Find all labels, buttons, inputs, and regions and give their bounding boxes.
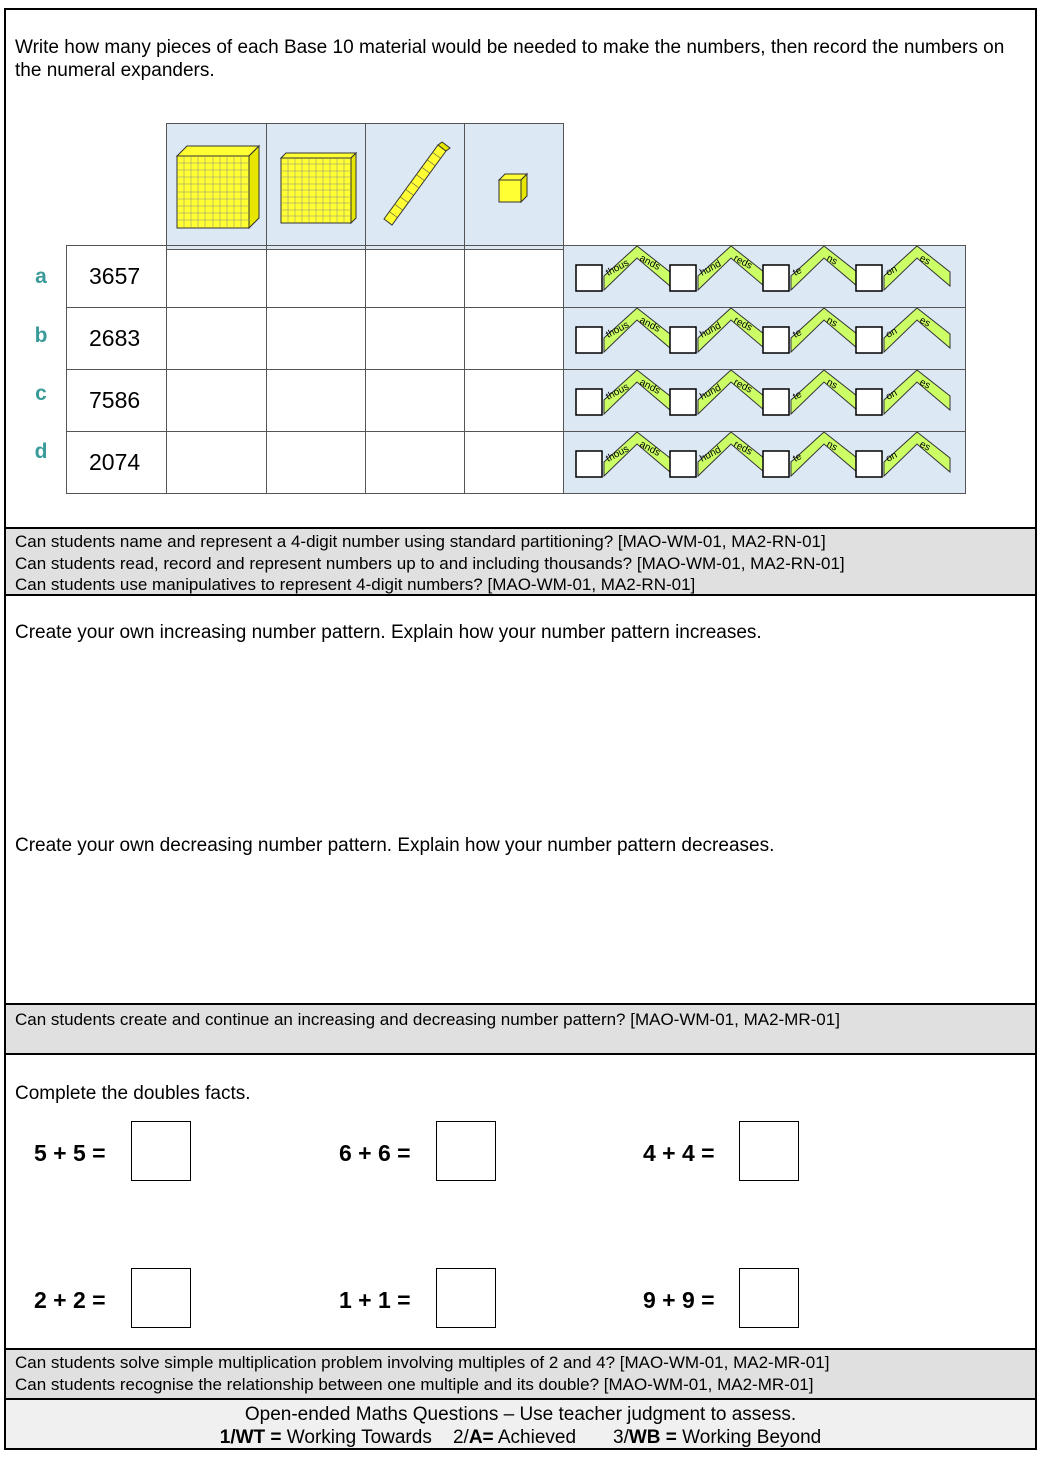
doubles-fact-label: 5 + 5 = xyxy=(34,1140,106,1166)
expander-label: ands xyxy=(637,252,662,273)
doubles-answer-box[interactable] xyxy=(739,1121,799,1181)
expander-digit-box[interactable] xyxy=(763,451,789,477)
section2-criteria: Can students create and continue an increasing and decreasing number pattern? [MAO-WM-01, MA2-MR-01] xyxy=(6,1003,1035,1055)
ones-answer-cell[interactable] xyxy=(465,370,564,432)
expander-label: reds xyxy=(731,376,754,396)
expander-digit-box[interactable] xyxy=(763,265,789,291)
expander-label: te xyxy=(791,327,804,341)
thousands-answer-cell[interactable] xyxy=(167,370,267,432)
expander-label: hund xyxy=(698,444,724,465)
doubles-answer-box[interactable] xyxy=(739,1268,799,1328)
tens-answer-cell[interactable] xyxy=(366,432,465,494)
expander-label: te xyxy=(791,389,804,403)
expander-label: reds xyxy=(731,314,754,334)
doubles-fact-label: 1 + 1 = xyxy=(339,1287,411,1313)
expander-digit-box[interactable] xyxy=(670,327,696,353)
hundred-flat-header xyxy=(267,124,366,250)
expander-digit-box[interactable] xyxy=(576,265,602,291)
row-letter-a: a xyxy=(35,265,47,288)
thousands-answer-cell[interactable] xyxy=(167,308,267,370)
thousand-cube-header xyxy=(167,124,267,250)
number-cell: 2683 xyxy=(67,308,167,370)
section1-criteria xyxy=(6,527,1035,596)
wt-text: Working Towards xyxy=(281,1427,432,1448)
decreasing-pattern-answer-area[interactable] xyxy=(6,860,1035,1000)
expander-label: thous xyxy=(604,443,632,465)
expander-label: thous xyxy=(604,381,632,403)
section3-criteria xyxy=(6,1348,1035,1400)
worksheet xyxy=(4,8,1037,1450)
numeral-expander-cell xyxy=(564,370,966,432)
expander-fold xyxy=(791,246,857,290)
numeral-expander xyxy=(564,432,964,488)
doubles-answer-box[interactable] xyxy=(436,1268,496,1328)
a-code: A= xyxy=(468,1427,494,1448)
expander-label: es xyxy=(917,376,933,392)
wb-pre: 3/ xyxy=(613,1427,629,1448)
expander-digit-box[interactable] xyxy=(763,389,789,415)
expander-label: reds xyxy=(731,438,754,458)
criteria-line: Can students use manipulatives to represent 4-digit numbers? [MAO-WM-01, MA2-RN-01] xyxy=(15,575,696,594)
doubles-instruction: Complete the doubles facts. xyxy=(15,1083,251,1104)
doubles-fact-label: 9 + 9 = xyxy=(643,1287,715,1313)
expander-label: on xyxy=(884,449,900,465)
doubles-answer-box[interactable] xyxy=(131,1268,191,1328)
numeral-expander xyxy=(564,246,964,302)
criteria-line: Can students name and represent a 4-digit number using standard partitioning? [MAO-WM-01, MA2-RN-01] xyxy=(15,532,826,551)
expander-label: ns xyxy=(824,252,840,268)
expander-label: on xyxy=(884,263,900,279)
tens-answer-cell[interactable] xyxy=(366,246,465,308)
expander-fold xyxy=(791,308,857,352)
one-unit-icon xyxy=(465,124,562,244)
ones-answer-cell[interactable] xyxy=(465,432,564,494)
expander-label: on xyxy=(884,387,900,403)
wt-code: 1/WT = xyxy=(219,1427,282,1448)
expander-digit-box[interactable] xyxy=(856,265,882,291)
expander-digit-box[interactable] xyxy=(856,327,882,353)
expander-label: reds xyxy=(731,252,754,272)
expander-digit-box[interactable] xyxy=(576,327,602,353)
hundreds-answer-cell[interactable] xyxy=(267,308,366,370)
expander-label: te xyxy=(791,265,804,279)
table-row xyxy=(67,432,966,494)
ones-answer-cell[interactable] xyxy=(465,308,564,370)
expander-label: on xyxy=(884,325,900,341)
expander-label: ands xyxy=(637,376,662,397)
expander-digit-box[interactable] xyxy=(763,327,789,353)
hundreds-answer-cell[interactable] xyxy=(267,246,366,308)
expander-label: hund xyxy=(698,320,724,341)
increasing-pattern-instruction: Create your own increasing number pattern. Explain how your number pattern increases. xyxy=(15,622,762,643)
tens-answer-cell[interactable] xyxy=(366,308,465,370)
expander-label: es xyxy=(917,314,933,330)
table-row xyxy=(67,308,966,370)
criteria-line: Can students solve simple multiplication problem involving multiples of 2 and 4? [MAO-WM-01, MA2-MR-01] xyxy=(15,1353,830,1372)
number-cell: 7586 xyxy=(67,370,167,432)
ten-long-header xyxy=(366,124,465,250)
criteria-line: Can students read, record and represent numbers up to and including thousands? [MAO-WM-01, MA2-RN-01] xyxy=(15,553,845,573)
table-row xyxy=(67,246,966,308)
footer-line1: Open-ended Maths Questions – Use teacher judgment to assess. xyxy=(244,1404,797,1425)
row-letter-b: b xyxy=(34,324,48,347)
expander-label: hund xyxy=(698,382,724,403)
numeral-expander xyxy=(564,370,964,426)
expander-digit-box[interactable] xyxy=(670,389,696,415)
expander-label: thous xyxy=(604,257,632,279)
a-text: Achieved xyxy=(493,1427,577,1448)
one-unit-header xyxy=(465,124,564,250)
hundreds-answer-cell[interactable] xyxy=(267,370,366,432)
number-cell: 2074 xyxy=(67,432,167,494)
assessment-footer xyxy=(6,1400,1035,1448)
expander-label: ands xyxy=(637,314,662,335)
expander-label: ns xyxy=(824,314,840,330)
expander-label: hund xyxy=(698,258,724,279)
doubles-fact-label: 2 + 2 = xyxy=(34,1287,106,1313)
expander-digit-box[interactable] xyxy=(670,265,696,291)
tens-answer-cell[interactable] xyxy=(366,370,465,432)
ten-long-icon xyxy=(366,124,463,244)
thousands-answer-cell[interactable] xyxy=(167,246,267,308)
numeral-expander-cell xyxy=(564,308,966,370)
wb-text: Working Beyond xyxy=(676,1427,822,1448)
expander-digit-box[interactable] xyxy=(670,451,696,477)
decreasing-pattern-instruction: Create your own decreasing number pattern. Explain how your number pattern decreases. xyxy=(15,835,775,856)
a-pre: 2/ xyxy=(452,1427,469,1448)
numeral-expander-cell xyxy=(564,246,966,308)
expander-label: ns xyxy=(824,438,840,454)
doubles-fact-label: 4 + 4 = xyxy=(643,1140,715,1166)
expander-label: thous xyxy=(604,319,632,341)
expander-label: te xyxy=(791,451,804,465)
base10-answer-table xyxy=(66,245,966,494)
thousands-answer-cell[interactable] xyxy=(167,432,267,494)
expander-label: es xyxy=(917,438,933,454)
doubles-fact-label: 6 + 6 = xyxy=(339,1140,411,1166)
ones-answer-cell[interactable] xyxy=(465,246,564,308)
expander-digit-box[interactable] xyxy=(856,451,882,477)
base10-header-table xyxy=(166,123,564,250)
expander-fold xyxy=(791,432,857,476)
number-cell: 3657 xyxy=(67,246,167,308)
numeral-expander-cell xyxy=(564,432,966,494)
thousand-cube-icon xyxy=(167,124,265,244)
footer-line2 xyxy=(6,1426,1035,1449)
criteria-line: Can students recognise the relationship between one multiple and its double? [MAO-WM-01, MA2-MR-01] xyxy=(15,1374,814,1394)
expander-label: es xyxy=(917,252,933,268)
wb-code: WB = xyxy=(628,1427,677,1448)
doubles-answer-box[interactable] xyxy=(436,1121,496,1181)
expander-digit-box[interactable] xyxy=(576,389,602,415)
row-letter-c: c xyxy=(35,382,47,405)
expander-label: ns xyxy=(824,376,840,392)
expander-label: ands xyxy=(637,438,662,459)
row-letter-d: d xyxy=(34,440,48,463)
expander-digit-box[interactable] xyxy=(576,451,602,477)
hundreds-answer-cell[interactable] xyxy=(267,432,366,494)
doubles-answer-box[interactable] xyxy=(131,1121,191,1181)
table-row xyxy=(67,370,966,432)
increasing-pattern-answer-area[interactable] xyxy=(6,646,1035,826)
numeral-expander xyxy=(564,308,964,364)
expander-digit-box[interactable] xyxy=(856,389,882,415)
base10-instruction: Write how many pieces of each Base 10 material would be needed to make the numbers, then record the numbers on the numeral expanders. xyxy=(15,37,1005,81)
expander-fold xyxy=(791,370,857,414)
hundred-flat-icon xyxy=(267,124,364,244)
